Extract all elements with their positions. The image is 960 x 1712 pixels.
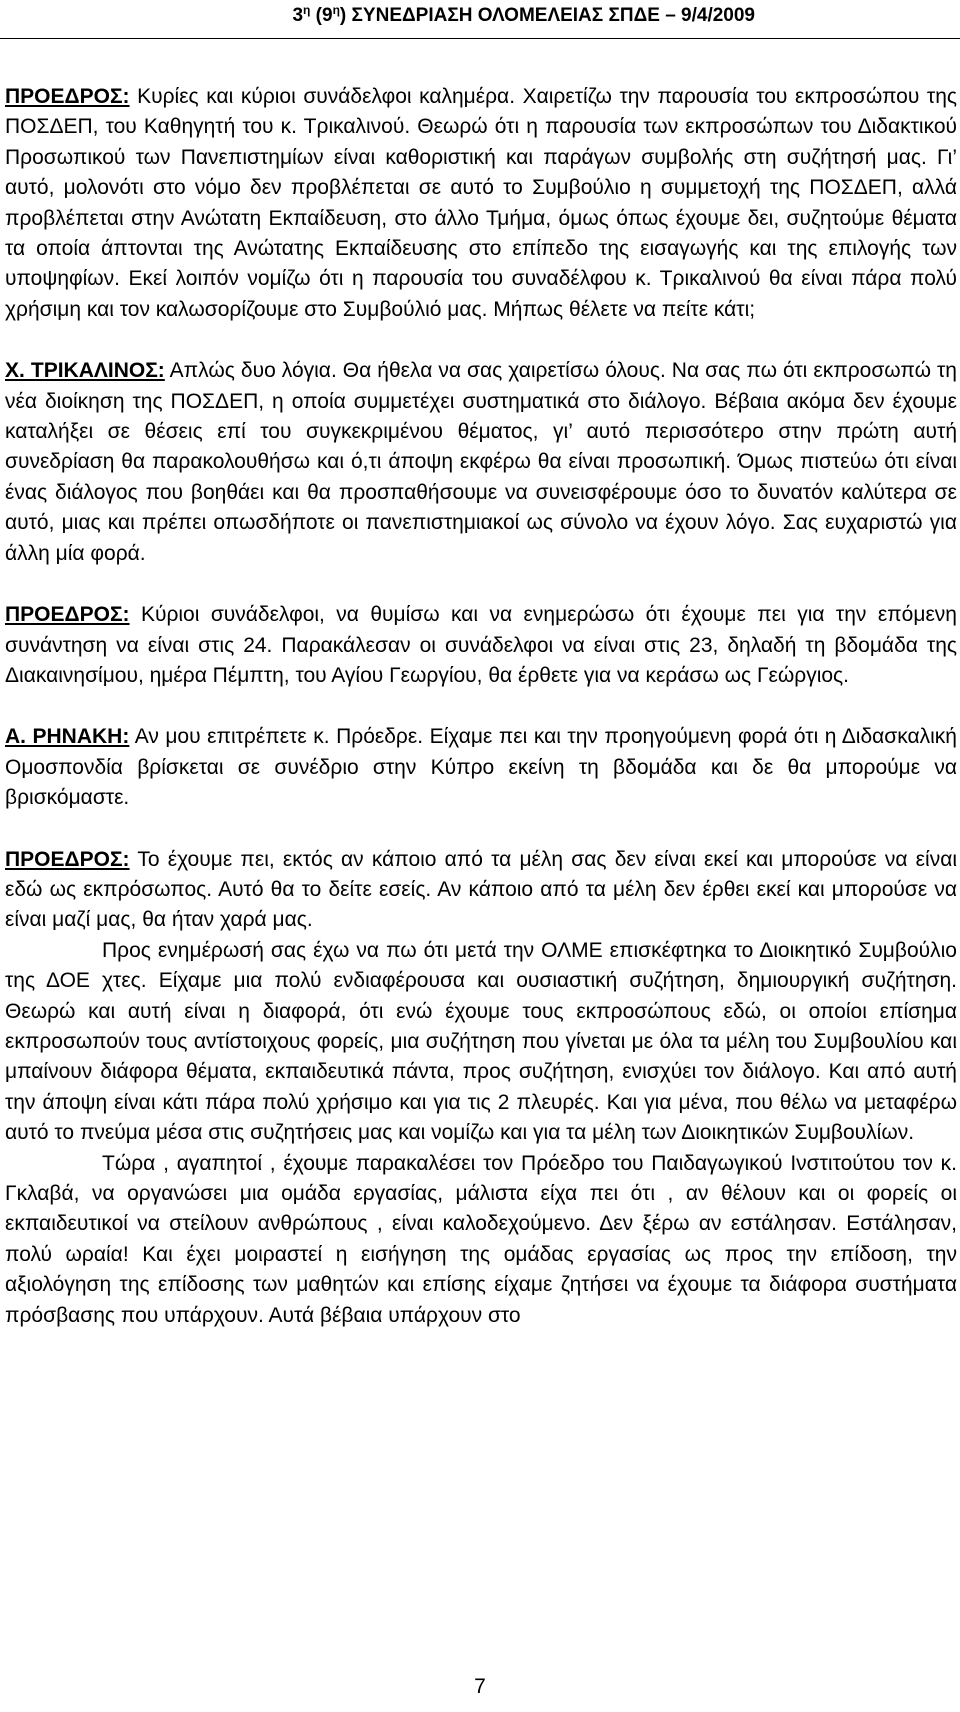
paragraph-continuation-2	[5, 1149, 957, 1331]
header-ordinal-sup-2: η	[332, 3, 340, 17]
speaker-label: ΠΡΟΕΔΡΟΣ:	[5, 603, 130, 627]
speaker-label: ΠΡΟΕΔΡΟΣ:	[5, 847, 130, 871]
paragraph-trikalinos	[5, 356, 957, 569]
header-ordinal-sup: η	[303, 3, 311, 17]
paragraph-continuation-1	[5, 936, 957, 1149]
header-session-number: 3	[292, 5, 304, 26]
document-body	[5, 82, 957, 1331]
speaker-label: Χ. ΤΡΙΚΑΛΙΝΟΣ:	[5, 359, 165, 383]
speaker-label: ΠΡΟΕΔΡΟΣ:	[5, 85, 130, 108]
paragraph-president-1	[5, 82, 957, 325]
paragraph-text: Κύριοι συνάδελφοι, να θυμίσω και να ενημερώσω ότι έχουμε πει για την επόμενη συνάντηση να είναι στις 24. Παρακάλεσαν οι συνάδελφοι να είναι στις 23, δηλαδή τη βδομάδα της Διακαινησίμου, ημέρα Πέμπτη, του Αγίου Γεωργίου, θα έρθετε για να κεράσω ως Γεώργιος.	[5, 603, 957, 687]
paragraph-text: Απλώς δυο λόγια. Θα ήθελα να σας χαιρετίσω όλους. Να σας πω ότι εκπροσωπώ τη νέα διοίκηση της ΠΟΣΔΕΠ, η οποία συμμετέχει συστηματικά στο διάλογο. Βέβαια ακόμα δεν έχουμε καταλήξει σε θέσεις επί του συγκεκριμένου θέματος, γι’ αυτό περισσότερο στην πρώτη αυτή συνεδρίαση θα παρακολουθήσω και ό,τι άποψη εκφέρω θα είναι προσωπική. Όμως πιστεύω ότι είναι ένας διάλογος που βοηθάει και θα προσπαθήσουμε να συνεισφέρουμε όσο το δυνατόν καλύτερα σε αυτό, μιας και πρέπει οπωσδήποτε οι πανεπιστημιακοί ως σύνολο να έχουν λόγο. Σας ευχαριστώ για άλλη μία φορά.	[5, 359, 957, 565]
page-header	[0, 4, 960, 28]
page-number: 7	[474, 1675, 486, 1698]
header-rule	[0, 38, 960, 39]
paragraph-text: Τώρα , αγαπητοί , έχουμε παρακαλέσει τον Πρόεδρο του Παιδαγωγικού Ινστιτούτου τον κ. Γκλαβά, να οργανώσει μια ομάδα εργασίας, μάλιστα είχα πει ότι , αν θέλουν και οι φορείς οι εκπαιδευτικοί να στείλουν ανθρώπους , είναι καλοδεχούμενο. Δεν ξέρω αν εστάλησαν. Εστάλησαν, πολύ ωραία! Και έχει μοιραστεί η εισήγηση της ομάδας εργασίας ως προς την επίδοση, την αξιολόγηση της επίδοσης των μαθητών και επίσης είχαμε ζητήσει να έχουμε τα διάφορα συστήματα πρόσβασης που υπάρχουν. Αυτά βέβαια υπάρχουν στο	[5, 1151, 957, 1327]
header-session-title: ) ΣΥΝΕΔΡΙΑΣΗ ΟΛΟΜΕΛΕΙΑΣ ΣΠΔΕ – 9/4/2009	[339, 5, 755, 26]
paragraph-text: Αν μου επιτρέπετε κ. Πρόεδρε. Είχαμε πει και την προηγούμενη φορά ότι η Διδασκαλική Ομοσπονδία βρίσκεται σε συνέδριο στην Κύπρο εκείνη τη βδομάδα και δε θα μπορούμε να βρισκόμαστε.	[5, 725, 957, 810]
paragraph-president-2	[5, 600, 957, 691]
paragraph-text: Κυρίες και κύριοι συνάδελφοι καλημέρα. Χαιρετίζω την παρουσία του εκπροσώπου της ΠΟΣΔΕΠ, του Καθηγητή του κ. Τρικαλινού. Θεωρώ ότι η παρουσία των εκπροσώπων του Διδακτικού Προσωπικού των Πανεπιστημίων είναι καθοριστική και παράγων συμβολής στη συζήτησή μας. Γι’ αυτό, μολονότι στο νόμο δεν προβλέπεται σε αυτό το Συμβούλιο η συμμετοχή της ΠΟΣΔΕΠ, αλλά προβλέπεται στην Ανώτατη Εκπαίδευση, στο άλλο Τμήμα, όμως όπως έχουμε δει, συζητούμε θέματα τα οποία άπτονται της Ανώτατης Εκπαίδευσης στο επίπεδο της εισαγωγής και της επιλογής των υποψηφίων. Εκεί λοιπόν νομίζω ότι η παρουσία του συναδέλφου κ. Τρικαλινού θα είναι πάρα πολύ χρήσιμη και τον καλωσορίζουμε στο Συμβούλιό μας. Μήπως θέλετε να πείτε κάτι;	[5, 85, 957, 321]
header-session-open: (9	[310, 5, 333, 26]
speaker-label: Α. ΡΗΝΑΚΗ:	[5, 725, 130, 749]
paragraph-text: Προς ενημέρωσή σας έχω να πω ότι μετά την ΟΛΜΕ επισκέφτηκα το Διοικητικό Συμβούλιο της ΔΟΕ χτες. Είχαμε μια πολύ ενδιαφέρουσα και ουσιαστική συζήτηση, δημιουργική συζήτηση. Θεωρώ και αυτή είναι η διαφορά, ότι ενώ έχουμε τους εκπροσώπους εδώ, οι οποίοι επίσημα εκπροσωπούν τους αντίστοιχους φορείς, μια συζήτηση που γίνεται με όλα τα μέλη του Συμβουλίου και μπαίνουν διάφορα θέματα, εκπαιδευτικά πάντα, προς συζήτηση, ενισχύει τον διάλογο. Και από αυτή την άποψη είναι κάτι πάρα πολύ χρήσιμο και για τις 2 πλευρές. Και για μένα, που θέλω να μεταφέρω αυτό το πνεύμα μέσα στις συζητήσεις μας και νομίζω και για τα μέλη των Διοικητικών Συμβουλίων.	[5, 938, 957, 1145]
paragraph-rinaki	[5, 722, 957, 813]
paragraph-text: Το έχουμε πει, εκτός αν κάποιο από τα μέλη σας δεν είναι εκεί και μπορούσε να είναι εδώ ως εκπρόσωπος. Αυτό θα το δείτε εσείς. Αν κάποιο από τα μέλη δεν έρθει εκεί και μπορούσε να είναι μαζί μας, θα ήταν χαρά μας.	[5, 847, 957, 932]
paragraph-president-3	[5, 845, 957, 936]
